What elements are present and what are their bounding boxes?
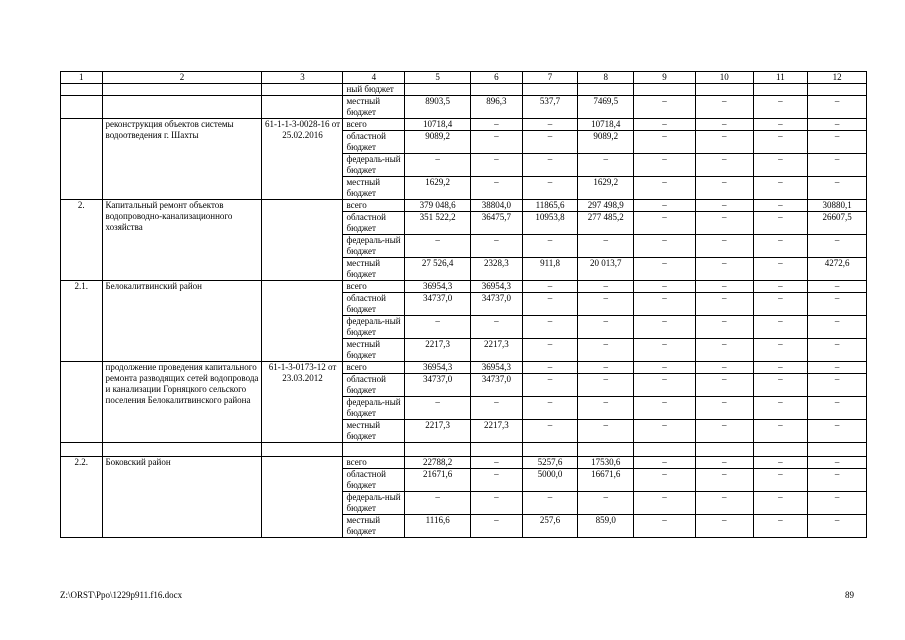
value-cell: 2217,3 <box>471 420 523 443</box>
value-cell: 9089,2 <box>405 131 471 154</box>
spacer-cell <box>695 443 753 457</box>
value-cell: – <box>808 420 867 443</box>
value-cell: – <box>634 154 696 177</box>
value-cell: – <box>695 154 753 177</box>
value-cell: – <box>578 397 634 420</box>
value-cell: – <box>634 492 696 515</box>
value-cell: – <box>634 131 696 154</box>
value-cell: 22788,2 <box>405 457 471 469</box>
value-cell: – <box>471 457 523 469</box>
table-row <box>61 362 867 374</box>
value-cell: – <box>578 235 634 258</box>
value-cell: – <box>471 119 523 131</box>
value-cell: – <box>808 492 867 515</box>
budget-source-cell: местный бюджет <box>343 339 405 362</box>
value-cell: – <box>695 235 753 258</box>
value-cell: 34737,0 <box>405 374 471 397</box>
value-cell: – <box>695 212 753 235</box>
item-name-cell: Белокалитвинский район <box>102 281 262 362</box>
spacer-cell <box>343 443 405 457</box>
value-cell: – <box>695 316 753 339</box>
value-cell: – <box>808 96 867 119</box>
header-cell: 4 <box>343 72 405 84</box>
header-cell: 1 <box>61 72 103 84</box>
budget-source-cell: федераль-ный бюджет <box>343 397 405 420</box>
value-cell: – <box>471 177 523 200</box>
value-cell: 34737,0 <box>471 374 523 397</box>
value-cell: 36954,3 <box>471 281 523 293</box>
spacer-cell <box>753 443 808 457</box>
value-cell: – <box>808 362 867 374</box>
value-cell: – <box>634 469 696 492</box>
value-cell: – <box>695 96 753 119</box>
value-cell: – <box>695 397 753 420</box>
value-cell: 11865,6 <box>522 200 578 212</box>
value-cell: – <box>471 397 523 420</box>
budget-source-cell: ный бюджет <box>343 84 405 96</box>
value-cell: – <box>522 362 578 374</box>
page-number: 89 <box>845 590 854 600</box>
value-cell: – <box>808 374 867 397</box>
value-cell: – <box>695 200 753 212</box>
row-number-cell <box>61 96 103 119</box>
table-body <box>61 84 867 538</box>
value-cell: – <box>578 293 634 316</box>
value-cell <box>634 84 696 96</box>
table-row <box>61 84 867 96</box>
budget-source-cell: федераль-ный бюджет <box>343 235 405 258</box>
document-ref-cell <box>262 457 343 538</box>
value-cell: – <box>471 515 523 538</box>
value-cell: – <box>522 235 578 258</box>
value-cell: 36475,7 <box>471 212 523 235</box>
value-cell: – <box>753 457 808 469</box>
value-cell: – <box>634 362 696 374</box>
value-cell: – <box>753 362 808 374</box>
header-row <box>61 72 867 84</box>
header-cell: 5 <box>405 72 471 84</box>
value-cell: – <box>808 119 867 131</box>
value-cell: – <box>753 200 808 212</box>
value-cell: – <box>522 339 578 362</box>
value-cell: 2328,3 <box>471 258 523 281</box>
value-cell: – <box>808 457 867 469</box>
value-cell: – <box>695 420 753 443</box>
value-cell: – <box>405 235 471 258</box>
table-row <box>61 281 867 293</box>
value-cell <box>808 84 867 96</box>
value-cell: – <box>753 339 808 362</box>
value-cell: 8903,5 <box>405 96 471 119</box>
header-cell: 11 <box>753 72 808 84</box>
value-cell: – <box>753 281 808 293</box>
value-cell: – <box>578 281 634 293</box>
value-cell: – <box>405 492 471 515</box>
value-cell: – <box>578 362 634 374</box>
value-cell: 20 013,7 <box>578 258 634 281</box>
spacer-cell <box>522 443 578 457</box>
budget-source-cell: областной бюджет <box>343 131 405 154</box>
value-cell: 9089,2 <box>578 131 634 154</box>
value-cell: – <box>522 374 578 397</box>
value-cell: – <box>753 316 808 339</box>
value-cell: – <box>522 154 578 177</box>
value-cell: – <box>634 212 696 235</box>
value-cell: – <box>522 316 578 339</box>
header-cell: 6 <box>471 72 523 84</box>
value-cell: 859,0 <box>578 515 634 538</box>
value-cell: 27 526,4 <box>405 258 471 281</box>
value-cell: – <box>753 96 808 119</box>
row-number-cell: 2.2. <box>61 457 103 538</box>
value-cell: 34737,0 <box>405 293 471 316</box>
header-cell: 3 <box>262 72 343 84</box>
value-cell: 896,3 <box>471 96 523 119</box>
item-name-cell <box>102 84 262 96</box>
header-cell: 9 <box>634 72 696 84</box>
value-cell: – <box>695 492 753 515</box>
row-number-cell <box>61 119 103 200</box>
value-cell: – <box>695 362 753 374</box>
value-cell: – <box>808 293 867 316</box>
item-name-cell: Капитальный ремонт объектов водопроводно-канализационного хозяйства <box>102 200 262 281</box>
row-number-cell: 2. <box>61 200 103 281</box>
value-cell: – <box>808 235 867 258</box>
budget-source-cell: местный бюджет <box>343 177 405 200</box>
document-ref-cell: 61-1-3-0173-12 от 23.03.2012 <box>262 362 343 443</box>
table-row <box>61 457 867 469</box>
item-name-cell: продолжение проведения капитального ремонта разводящих сетей водопровода и канализации Горняцкого сельского поселения Белокалитвинского района <box>102 362 262 443</box>
value-cell: – <box>522 131 578 154</box>
budget-source-cell: областной бюджет <box>343 212 405 235</box>
value-cell: – <box>471 131 523 154</box>
value-cell: – <box>471 154 523 177</box>
value-cell: 4272,6 <box>808 258 867 281</box>
value-cell: 26607,5 <box>808 212 867 235</box>
value-cell: – <box>522 492 578 515</box>
value-cell: – <box>753 492 808 515</box>
value-cell: 1116,6 <box>405 515 471 538</box>
value-cell <box>578 84 634 96</box>
value-cell: – <box>695 374 753 397</box>
value-cell <box>695 84 753 96</box>
value-cell: – <box>753 258 808 281</box>
value-cell: – <box>578 374 634 397</box>
spacer-cell <box>102 443 262 457</box>
value-cell: – <box>695 281 753 293</box>
table-row <box>61 96 867 119</box>
value-cell: – <box>753 119 808 131</box>
budget-source-cell: всего <box>343 457 405 469</box>
value-cell: 5257,6 <box>522 457 578 469</box>
value-cell: 351 522,2 <box>405 212 471 235</box>
value-cell: – <box>695 177 753 200</box>
budget-table-container <box>60 71 867 538</box>
value-cell: – <box>695 119 753 131</box>
value-cell: 537,7 <box>522 96 578 119</box>
value-cell: – <box>522 281 578 293</box>
value-cell <box>522 84 578 96</box>
header-cell: 2 <box>102 72 262 84</box>
value-cell: 16671,6 <box>578 469 634 492</box>
header-cell: 10 <box>695 72 753 84</box>
budget-source-cell: местный бюджет <box>343 420 405 443</box>
value-cell: – <box>753 131 808 154</box>
value-cell: – <box>634 397 696 420</box>
value-cell: – <box>405 397 471 420</box>
budget-source-cell: всего <box>343 281 405 293</box>
budget-source-cell: всего <box>343 362 405 374</box>
value-cell: – <box>405 316 471 339</box>
value-cell: – <box>808 154 867 177</box>
budget-source-cell: областной бюджет <box>343 374 405 397</box>
value-cell: – <box>405 154 471 177</box>
value-cell: – <box>808 131 867 154</box>
value-cell: – <box>695 469 753 492</box>
budget-source-cell: местный бюджет <box>343 96 405 119</box>
value-cell: – <box>634 293 696 316</box>
value-cell: 36954,3 <box>405 362 471 374</box>
value-cell <box>405 84 471 96</box>
value-cell: – <box>634 235 696 258</box>
value-cell: 21671,6 <box>405 469 471 492</box>
document-ref-cell: 61-1-1-3-0028-16 от 25.02.2016 <box>262 119 343 200</box>
value-cell: – <box>753 212 808 235</box>
value-cell <box>471 84 523 96</box>
value-cell: – <box>578 420 634 443</box>
value-cell <box>753 84 808 96</box>
value-cell: 7469,5 <box>578 96 634 119</box>
value-cell: – <box>471 492 523 515</box>
table-row <box>61 200 867 212</box>
budget-source-cell: областной бюджет <box>343 469 405 492</box>
value-cell: – <box>753 420 808 443</box>
spacer-cell <box>405 443 471 457</box>
value-cell: – <box>634 316 696 339</box>
value-cell: – <box>471 316 523 339</box>
value-cell: – <box>634 515 696 538</box>
value-cell: – <box>695 293 753 316</box>
value-cell: 2217,3 <box>405 339 471 362</box>
document-ref-cell <box>262 200 343 281</box>
header-cell: 8 <box>578 72 634 84</box>
value-cell: – <box>522 177 578 200</box>
value-cell: – <box>634 339 696 362</box>
value-cell: – <box>634 96 696 119</box>
header-cell: 7 <box>522 72 578 84</box>
spacer-cell <box>634 443 696 457</box>
document-ref-cell <box>262 96 343 119</box>
value-cell: – <box>578 154 634 177</box>
value-cell: 257,6 <box>522 515 578 538</box>
value-cell: – <box>753 469 808 492</box>
value-cell: 2217,3 <box>471 339 523 362</box>
value-cell: – <box>634 374 696 397</box>
value-cell: 911,8 <box>522 258 578 281</box>
value-cell: 297 498,9 <box>578 200 634 212</box>
value-cell: – <box>578 492 634 515</box>
value-cell: – <box>634 200 696 212</box>
item-name-cell <box>102 96 262 119</box>
spacer-cell <box>578 443 634 457</box>
value-cell: – <box>808 316 867 339</box>
value-cell: 277 485,2 <box>578 212 634 235</box>
budget-source-cell: местный бюджет <box>343 258 405 281</box>
value-cell: – <box>522 397 578 420</box>
value-cell: – <box>634 119 696 131</box>
budget-source-cell: местный бюджет <box>343 515 405 538</box>
value-cell: – <box>695 258 753 281</box>
value-cell: – <box>753 293 808 316</box>
value-cell: 10718,4 <box>578 119 634 131</box>
value-cell: 30880,1 <box>808 200 867 212</box>
value-cell: 36954,3 <box>471 362 523 374</box>
budget-source-cell: всего <box>343 119 405 131</box>
header-cell: 12 <box>808 72 867 84</box>
table-row <box>61 119 867 131</box>
value-cell: 10718,4 <box>405 119 471 131</box>
document-ref-cell <box>262 281 343 362</box>
row-number-cell: 2.1. <box>61 281 103 362</box>
value-cell: – <box>695 515 753 538</box>
item-name-cell: Боковский район <box>102 457 262 538</box>
value-cell: – <box>808 397 867 420</box>
budget-table <box>60 71 867 538</box>
value-cell: – <box>634 258 696 281</box>
value-cell: – <box>695 339 753 362</box>
spacer-row <box>61 443 867 457</box>
value-cell: – <box>578 339 634 362</box>
value-cell: 1629,2 <box>578 177 634 200</box>
spacer-cell <box>61 443 103 457</box>
budget-source-cell: областной бюджет <box>343 293 405 316</box>
value-cell: – <box>634 457 696 469</box>
item-name-cell: реконструкция объектов системы водоотведения г. Шахты <box>102 119 262 200</box>
value-cell: 10953,8 <box>522 212 578 235</box>
budget-source-cell: федераль-ный бюджет <box>343 316 405 339</box>
document-ref-cell <box>262 84 343 96</box>
value-cell: 17530,6 <box>578 457 634 469</box>
budget-source-cell: федераль-ный бюджет <box>343 492 405 515</box>
value-cell: – <box>471 469 523 492</box>
value-cell: 2217,3 <box>405 420 471 443</box>
spacer-cell <box>262 443 343 457</box>
value-cell: – <box>808 177 867 200</box>
value-cell: – <box>634 420 696 443</box>
value-cell: 379 048,6 <box>405 200 471 212</box>
row-number-cell <box>61 84 103 96</box>
value-cell: – <box>753 177 808 200</box>
value-cell: – <box>695 457 753 469</box>
value-cell: 34737,0 <box>471 293 523 316</box>
value-cell: – <box>578 316 634 339</box>
value-cell: – <box>753 515 808 538</box>
value-cell: – <box>808 469 867 492</box>
value-cell: – <box>522 420 578 443</box>
row-number-cell <box>61 362 103 443</box>
value-cell: 38804,0 <box>471 200 523 212</box>
value-cell: – <box>753 235 808 258</box>
spacer-cell <box>808 443 867 457</box>
value-cell: – <box>522 293 578 316</box>
value-cell: – <box>522 119 578 131</box>
value-cell: – <box>695 131 753 154</box>
value-cell: 36954,3 <box>405 281 471 293</box>
document-path: Z:\ORST\Ppo\1229p911.f16.docx <box>60 590 183 600</box>
value-cell: – <box>753 374 808 397</box>
value-cell: 1629,2 <box>405 177 471 200</box>
budget-source-cell: федераль-ный бюджет <box>343 154 405 177</box>
value-cell: – <box>808 339 867 362</box>
budget-source-cell: всего <box>343 200 405 212</box>
value-cell: – <box>753 397 808 420</box>
value-cell: – <box>808 515 867 538</box>
value-cell: – <box>753 154 808 177</box>
value-cell: – <box>471 235 523 258</box>
value-cell: – <box>808 281 867 293</box>
spacer-cell <box>471 443 523 457</box>
value-cell: – <box>634 177 696 200</box>
value-cell: – <box>634 281 696 293</box>
value-cell: 5000,0 <box>522 469 578 492</box>
